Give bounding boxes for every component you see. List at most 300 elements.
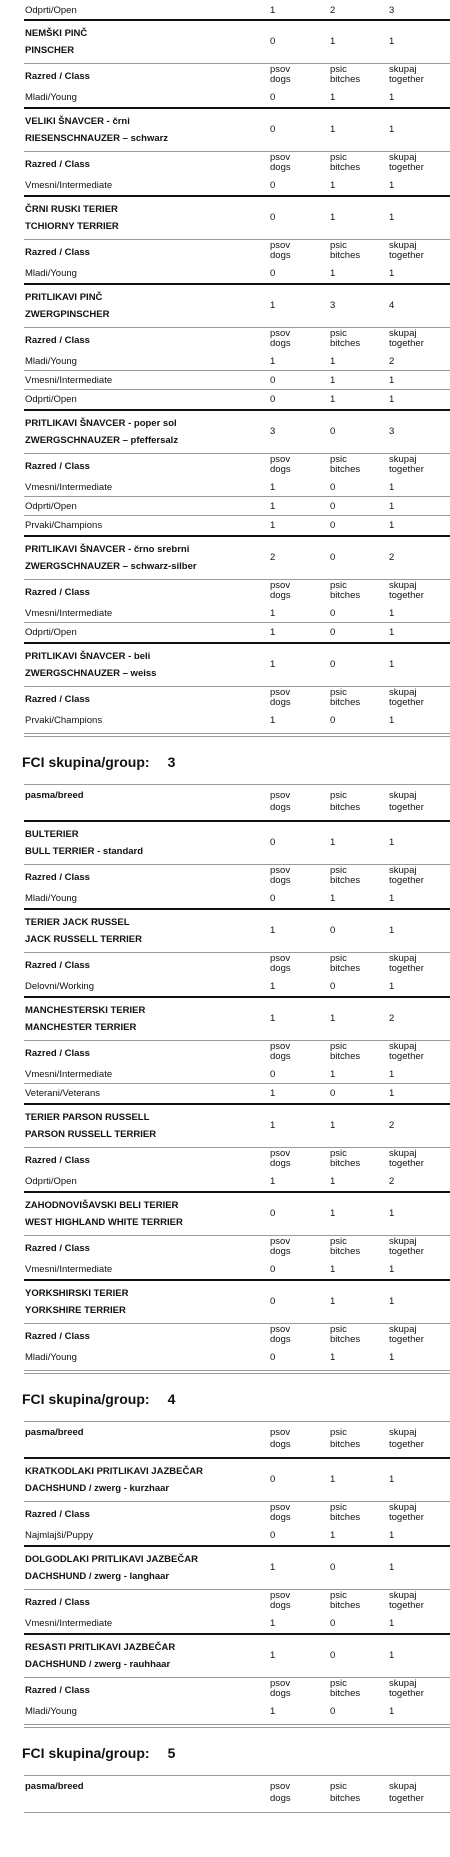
bitches-count: 1: [330, 1264, 336, 1275]
class-header-row: [0, 1677, 450, 1702]
breed-header-row: [0, 1775, 450, 1811]
class-header: Razred / Class: [25, 335, 90, 346]
col-dogs-sublabel: dogs: [270, 590, 291, 601]
col-bitches-sublabel: bitches: [330, 162, 361, 173]
together-count: 1: [389, 1352, 395, 1363]
class-header: Razred / Class: [25, 1331, 90, 1342]
class-header-row: [0, 1235, 450, 1260]
breed-row: [0, 411, 450, 453]
breed-name: PRITLIKAVI ŠNAVCER - črno srebrni: [25, 544, 190, 555]
breed-together-total: 1: [389, 837, 395, 848]
col-together-sublabel: together: [389, 1158, 424, 1169]
class-header: Razred / Class: [25, 960, 90, 971]
class-name: Mladi/Young: [25, 356, 77, 367]
dogs-count: 0: [270, 1352, 276, 1363]
breed-bitches-total: 1: [330, 1474, 336, 1485]
col-together-sublabel: together: [389, 1600, 424, 1611]
class-row: [0, 88, 450, 107]
col-bitches-label: psic: [330, 1781, 347, 1792]
breed-name: VELIKI ŠNAVCER - črni: [25, 116, 130, 127]
breed-name: PRITLIKAVI ŠNAVCER - beli: [25, 651, 151, 662]
class-header-row: [0, 579, 450, 604]
col-together-sublabel: together: [389, 464, 424, 475]
bitches-count: 1: [330, 375, 336, 386]
col-dogs-sublabel: dogs: [270, 1439, 291, 1450]
breed-name-alt: BULL TERRIER - standard: [25, 846, 144, 857]
col-together-label: skupaj: [389, 1041, 417, 1052]
breed-dogs-total: 0: [270, 1474, 276, 1485]
bitches-count: 1: [330, 1176, 336, 1187]
col-bitches-sublabel: bitches: [330, 1051, 361, 1062]
col-bitches-sublabel: bitches: [330, 1600, 361, 1611]
col-together-label: skupaj: [389, 790, 417, 801]
together-count: 1: [389, 268, 395, 279]
col-bitches-label: psic: [330, 1678, 347, 1689]
breed-row: [0, 822, 450, 864]
breed-name-alt: YORKSHIRE TERRIER: [25, 1305, 126, 1316]
breed-name-alt: PARSON RUSSELL TERRIER: [25, 1129, 157, 1140]
breed-bitches-total: 0: [330, 1562, 336, 1573]
col-dogs-sublabel: dogs: [270, 1600, 291, 1611]
class-name: Mladi/Young: [25, 268, 77, 279]
breed-together-total: 1: [389, 925, 395, 936]
breed-name: PRITLIKAVI PINČ: [25, 292, 103, 303]
group-title: [0, 1731, 450, 1775]
breed-dogs-total: 0: [270, 124, 276, 135]
col-dogs-label: psov: [270, 1427, 291, 1438]
group-title: [0, 1377, 450, 1421]
bitches-count: 0: [330, 627, 336, 638]
breed-bitches-total: 1: [330, 1296, 336, 1307]
breed-name-alt: MANCHESTER TERRIER: [25, 1022, 137, 1033]
together-count: 1: [389, 375, 395, 386]
breed-dogs-total: 0: [270, 1296, 276, 1307]
col-together-label: skupaj: [389, 240, 417, 251]
class-header-row: [0, 453, 450, 478]
breed-bitches-total: 0: [330, 552, 336, 563]
breed-dogs-total: 0: [270, 36, 276, 47]
dogs-count: 0: [270, 893, 276, 904]
group-number: 3: [167, 754, 176, 770]
col-together-label: skupaj: [389, 152, 417, 163]
col-together-sublabel: together: [389, 1246, 424, 1257]
class-row: [0, 1526, 450, 1545]
breed-name: PRITLIKAVI ŠNAVCER - poper sol: [25, 418, 177, 429]
bitches-count: 0: [330, 608, 336, 619]
col-dogs-label: psov: [270, 328, 291, 339]
class-header: Razred / Class: [25, 1597, 90, 1608]
col-bitches-sublabel: bitches: [330, 802, 361, 813]
bitches-count: 0: [330, 981, 336, 992]
breed-row: [0, 998, 450, 1040]
breed-name: RESASTI PRITLIKAVI JAZBEČAR: [25, 1642, 176, 1653]
col-bitches-sublabel: bitches: [330, 464, 361, 475]
col-together-label: skupaj: [389, 1427, 417, 1438]
col-dogs-sublabel: dogs: [270, 338, 291, 349]
col-together-sublabel: together: [389, 338, 424, 349]
class-header-row: [0, 864, 450, 889]
together-count: 1: [389, 608, 395, 619]
dogs-count: 0: [270, 1069, 276, 1080]
class-row: [0, 497, 450, 516]
col-bitches-sublabel: bitches: [330, 1439, 361, 1450]
col-bitches-sublabel: bitches: [330, 74, 361, 85]
class-header-row: [0, 1323, 450, 1348]
group-number: 5: [167, 1745, 176, 1761]
col-bitches-label: psic: [330, 580, 347, 591]
col-dogs-sublabel: dogs: [270, 162, 291, 173]
col-bitches-label: psic: [330, 1324, 347, 1335]
class-name: Vmesni/Intermediate: [25, 608, 113, 619]
breed-header: pasma/breed: [25, 1781, 84, 1792]
class-name: Prvaki/Champions: [25, 715, 103, 726]
class-header: Razred / Class: [25, 461, 90, 472]
dogs-count: 1: [270, 482, 276, 493]
breed-name: TERIER PARSON RUSSELL: [25, 1112, 150, 1123]
col-together-label: skupaj: [389, 1678, 417, 1689]
col-bitches-sublabel: bitches: [330, 338, 361, 349]
col-together-label: skupaj: [389, 328, 417, 339]
dogs-count: 1: [270, 1088, 276, 1099]
class-row: [0, 264, 450, 283]
class-row: [0, 1084, 450, 1103]
col-together-label: skupaj: [389, 953, 417, 964]
breed-name-alt: PINSCHER: [25, 45, 75, 56]
col-bitches-sublabel: bitches: [330, 590, 361, 601]
together-count: 1: [389, 180, 395, 191]
double-rule: [24, 733, 450, 737]
class-row: [0, 623, 450, 642]
col-together-sublabel: together: [389, 963, 424, 974]
breed-row: [0, 1105, 450, 1147]
col-bitches-label: psic: [330, 152, 347, 163]
breed-together-total: 1: [389, 1296, 395, 1307]
class-row: [0, 1172, 450, 1191]
class-row: [0, 711, 450, 730]
breed-name: ZAHODNOVIŠAVSKI BELI TERIER: [25, 1200, 179, 1211]
col-together-sublabel: together: [389, 697, 424, 708]
breed-together-total: 1: [389, 1562, 395, 1573]
together-count: 1: [389, 1706, 395, 1717]
class-name: Odprti/Open: [25, 394, 77, 405]
breed-header: pasma/breed: [25, 1427, 84, 1438]
col-bitches-label: psic: [330, 1502, 347, 1513]
breed-dogs-total: 1: [270, 300, 276, 311]
dogs-count: 0: [270, 394, 276, 405]
col-dogs-label: psov: [270, 1324, 291, 1335]
col-dogs-sublabel: dogs: [270, 464, 291, 475]
class-header: Razred / Class: [25, 694, 90, 705]
class-name: Veterani/Veterans: [25, 1088, 100, 1099]
col-together-sublabel: together: [389, 590, 424, 601]
class-header: Razred / Class: [25, 872, 90, 883]
col-together-label: skupaj: [389, 1148, 417, 1159]
class-row: [0, 604, 450, 623]
breed-name-alt: ZWERGSCHNAUZER – weiss: [25, 668, 157, 679]
breed-name: ČRNI RUSKI TERIER: [25, 204, 118, 215]
col-bitches-label: psic: [330, 328, 347, 339]
col-together-label: skupaj: [389, 1236, 417, 1247]
bitches-count: 1: [330, 356, 336, 367]
col-bitches-label: psic: [330, 790, 347, 801]
dogs-count: 0: [270, 375, 276, 386]
class-row: [0, 516, 450, 535]
breed-row: [0, 1193, 450, 1235]
breed-bitches-total: 3: [330, 300, 336, 311]
col-bitches-label: psic: [330, 1590, 347, 1601]
breed-name: DOLGODLAKI PRITLIKAVI JAZBEČAR: [25, 1554, 198, 1565]
breed-bitches-total: 0: [330, 925, 336, 936]
breed-header-row: [0, 1421, 450, 1457]
dogs-count: 1: [270, 1706, 276, 1717]
bitches-count: 1: [330, 1069, 336, 1080]
class-header: Razred / Class: [25, 1048, 90, 1059]
col-together-label: skupaj: [389, 1502, 417, 1513]
breed-name-alt: DACHSHUND / zwerg - kurzhaar: [25, 1483, 170, 1494]
dogs-count: 0: [270, 1530, 276, 1541]
class-row: [0, 1260, 450, 1279]
breed-name-alt: ZWERGSCHNAUZER – schwarz-silber: [25, 561, 197, 572]
breed-together-total: 2: [389, 1120, 395, 1131]
class-header-row: [0, 63, 450, 88]
col-bitches-sublabel: bitches: [330, 1512, 361, 1523]
group-heading: [22, 1745, 175, 1761]
class-header-row: [0, 952, 450, 977]
breed-together-total: 3: [389, 426, 395, 437]
col-dogs-sublabel: dogs: [270, 697, 291, 708]
breed-bitches-total: 1: [330, 124, 336, 135]
breed-name: YORKSHIRSKI TERIER: [25, 1288, 129, 1299]
breed-bitches-total: 1: [330, 1013, 336, 1024]
col-bitches-sublabel: bitches: [330, 1158, 361, 1169]
class-name: Mladi/Young: [25, 1706, 77, 1717]
col-dogs-label: psov: [270, 1781, 291, 1792]
bitches-count: 1: [330, 1352, 336, 1363]
breed-bitches-total: 1: [330, 1208, 336, 1219]
breed-name: TERIER JACK RUSSEL: [25, 917, 130, 928]
bitches-count: 0: [330, 1706, 336, 1717]
col-dogs-label: psov: [270, 687, 291, 698]
double-rule: [24, 1724, 450, 1728]
together-count: 2: [389, 1176, 395, 1187]
breed-together-total: 2: [389, 1013, 395, 1024]
col-dogs-label: psov: [270, 454, 291, 465]
col-together-sublabel: together: [389, 802, 424, 813]
col-bitches-sublabel: bitches: [330, 1246, 361, 1257]
group-label: FCI skupina/group:: [22, 1391, 150, 1407]
class-name: Mladi/Young: [25, 92, 77, 103]
together-count: 2: [389, 356, 395, 367]
class-name: Vmesni/Intermediate: [25, 180, 113, 191]
class-name: Vmesni/Intermediate: [25, 375, 113, 386]
class-header-row: [0, 1589, 450, 1614]
col-together-label: skupaj: [389, 1324, 417, 1335]
breed-row: [0, 109, 450, 151]
breed-bitches-total: 1: [330, 1120, 336, 1131]
col-together-sublabel: together: [389, 1793, 424, 1804]
col-together-sublabel: together: [389, 250, 424, 261]
breed-row: [0, 537, 450, 579]
breed-dogs-total: 3: [270, 426, 276, 437]
together-count: 1: [389, 501, 395, 512]
class-header: Razred / Class: [25, 247, 90, 258]
together-count: 1: [389, 1618, 395, 1629]
breed-together-total: 1: [389, 1474, 395, 1485]
class-row: [0, 1065, 450, 1084]
dogs-count: 0: [270, 180, 276, 191]
breed-name-alt: JACK RUSSELL TERRIER: [25, 934, 143, 945]
breed-bitches-total: 1: [330, 837, 336, 848]
breed-together-total: 1: [389, 1650, 395, 1661]
breed-name: MANCHESTERSKI TERIER: [25, 1005, 146, 1016]
col-dogs-sublabel: dogs: [270, 1051, 291, 1062]
together-count: 1: [389, 92, 395, 103]
dogs-count: 1: [270, 608, 276, 619]
together-count: 1: [389, 715, 395, 726]
col-together-label: skupaj: [389, 64, 417, 75]
class-name: Odprti/Open: [25, 5, 77, 16]
bitches-count: 0: [330, 1088, 336, 1099]
breed-dogs-total: 1: [270, 1120, 276, 1131]
breed-row: [0, 21, 450, 63]
col-together-sublabel: together: [389, 1439, 424, 1450]
col-together-sublabel: together: [389, 74, 424, 85]
class-row: [0, 1348, 450, 1367]
col-together-label: skupaj: [389, 1590, 417, 1601]
col-dogs-sublabel: dogs: [270, 1334, 291, 1345]
col-bitches-label: psic: [330, 865, 347, 876]
col-together-label: skupaj: [389, 865, 417, 876]
class-row: [0, 478, 450, 497]
bitches-count: 1: [330, 268, 336, 279]
bitches-count: 1: [330, 92, 336, 103]
breed-name-alt: WEST HIGHLAND WHITE TERRIER: [25, 1217, 183, 1228]
class-row: [0, 0, 450, 19]
double-rule: [24, 1370, 450, 1374]
class-name: Vmesni/Intermediate: [25, 1264, 113, 1275]
breed-dogs-total: 0: [270, 837, 276, 848]
dogs-count: 1: [270, 627, 276, 638]
breed-name-alt: ZWERGPINSCHER: [25, 309, 110, 320]
class-row: [0, 977, 450, 996]
class-name: Najmlajši/Puppy: [25, 1530, 94, 1541]
dogs-count: 0: [270, 268, 276, 279]
col-together-label: skupaj: [389, 1781, 417, 1792]
breed-row: [0, 644, 450, 686]
breed-bitches-total: 0: [330, 659, 336, 670]
col-dogs-sublabel: dogs: [270, 1158, 291, 1169]
breed-bitches-total: 1: [330, 212, 336, 223]
class-name: Vmesni/Intermediate: [25, 1618, 113, 1629]
breed-dogs-total: 1: [270, 1013, 276, 1024]
breed-together-total: 2: [389, 552, 395, 563]
breed-row: [0, 1281, 450, 1323]
class-name: Mladi/Young: [25, 1352, 77, 1363]
dogs-count: 1: [270, 1618, 276, 1629]
breed-dogs-total: 2: [270, 552, 276, 563]
dogs-count: 1: [270, 5, 276, 16]
breed-dogs-total: 0: [270, 212, 276, 223]
breed-bitches-total: 1: [330, 36, 336, 47]
col-bitches-label: psic: [330, 1148, 347, 1159]
class-row: [0, 371, 450, 390]
group-number: 4: [167, 1391, 176, 1407]
col-dogs-label: psov: [270, 1502, 291, 1513]
col-bitches-label: psic: [330, 240, 347, 251]
class-name: Odprti/Open: [25, 627, 77, 638]
col-bitches-label: psic: [330, 1041, 347, 1052]
bitches-count: 0: [330, 1618, 336, 1629]
col-dogs-label: psov: [270, 1148, 291, 1159]
col-dogs-sublabel: dogs: [270, 1793, 291, 1804]
class-header: Razred / Class: [25, 587, 90, 598]
together-count: 1: [389, 520, 395, 531]
bitches-count: 1: [330, 1530, 336, 1541]
col-bitches-sublabel: bitches: [330, 963, 361, 974]
col-dogs-label: psov: [270, 1041, 291, 1052]
breed-name-alt: DACHSHUND / zwerg - rauhhaar: [25, 1659, 171, 1670]
breed-together-total: 1: [389, 36, 395, 47]
col-bitches-label: psic: [330, 687, 347, 698]
col-together-sublabel: together: [389, 162, 424, 173]
col-bitches-label: psic: [330, 1236, 347, 1247]
breed-name: NEMŠKI PINČ: [25, 28, 88, 39]
class-header: Razred / Class: [25, 1509, 90, 1520]
together-count: 1: [389, 1069, 395, 1080]
col-bitches-sublabel: bitches: [330, 1793, 361, 1804]
together-count: 1: [389, 1088, 395, 1099]
class-name: Vmesni/Intermediate: [25, 482, 113, 493]
col-dogs-label: psov: [270, 953, 291, 964]
class-row: [0, 390, 450, 409]
breed-dogs-total: 1: [270, 925, 276, 936]
breed-row: [0, 1547, 450, 1589]
class-header-row: [0, 327, 450, 352]
bitches-count: 0: [330, 520, 336, 531]
class-header-row: [0, 1147, 450, 1172]
breed-name: KRATKODLAKI PRITLIKAVI JAZBEČAR: [25, 1466, 204, 1477]
col-dogs-sublabel: dogs: [270, 1246, 291, 1257]
col-bitches-sublabel: bitches: [330, 697, 361, 708]
col-dogs-sublabel: dogs: [270, 802, 291, 813]
thin-rule: [24, 1812, 450, 1813]
col-bitches-sublabel: bitches: [330, 1688, 361, 1699]
class-name: Odprti/Open: [25, 501, 77, 512]
dogs-count: 0: [270, 1264, 276, 1275]
together-count: 1: [389, 1530, 395, 1541]
col-dogs-label: psov: [270, 64, 291, 75]
col-together-sublabel: together: [389, 1512, 424, 1523]
col-together-sublabel: together: [389, 1688, 424, 1699]
col-dogs-label: psov: [270, 865, 291, 876]
class-row: [0, 352, 450, 371]
together-count: 1: [389, 627, 395, 638]
dogs-count: 0: [270, 92, 276, 103]
breed-together-total: 1: [389, 1208, 395, 1219]
together-count: 1: [389, 981, 395, 992]
bitches-count: 1: [330, 180, 336, 191]
breed-row: [0, 1459, 450, 1501]
breed-header-row: [0, 784, 450, 820]
class-header: Razred / Class: [25, 1685, 90, 1696]
dogs-count: 1: [270, 520, 276, 531]
breed-name: BULTERIER: [25, 829, 79, 840]
breed-together-total: 4: [389, 300, 395, 311]
col-dogs-sublabel: dogs: [270, 1688, 291, 1699]
class-header-row: [0, 239, 450, 264]
col-bitches-sublabel: bitches: [330, 1334, 361, 1345]
col-dogs-sublabel: dogs: [270, 250, 291, 261]
